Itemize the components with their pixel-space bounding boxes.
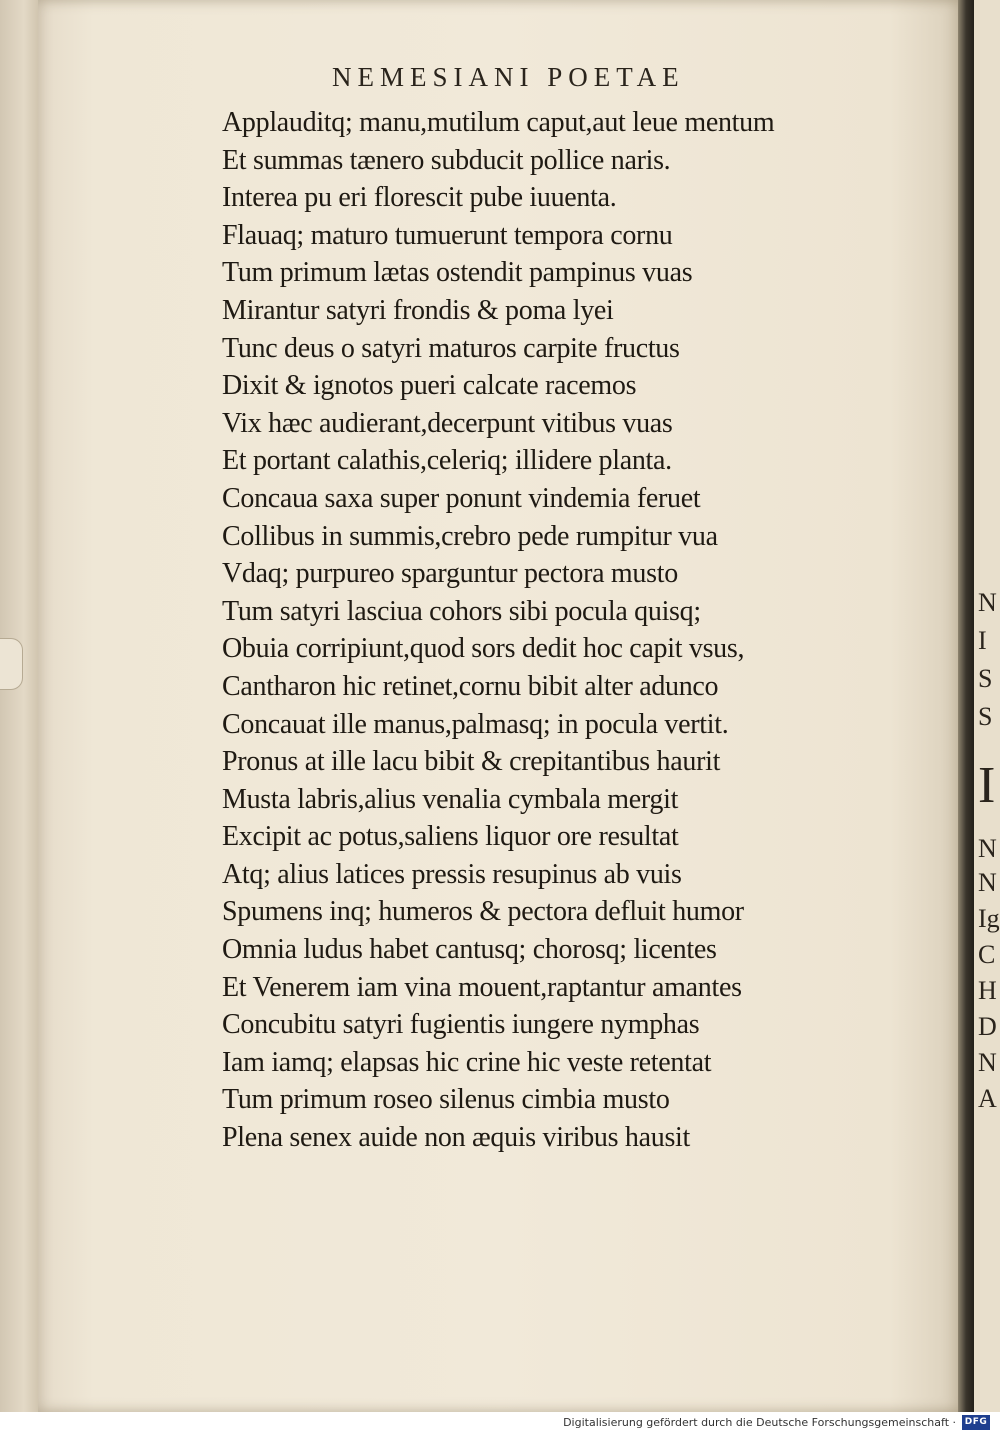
verse-line: Plena senex auide non æquis viribus hausit bbox=[222, 1122, 691, 1154]
verse-line: Iam iamq; elapsas hic crine hic veste retentat bbox=[222, 1046, 712, 1078]
footer-bar bbox=[0, 1412, 1000, 1435]
facing-fragment: D bbox=[978, 1012, 997, 1041]
verse-line: Applauditq; manu,mutilum caput,aut leue mentum bbox=[222, 107, 775, 138]
facing-fragment: N bbox=[978, 868, 997, 897]
verse-line: Flauaq; maturo tumuerunt tempora cornu bbox=[222, 219, 673, 251]
verse-line: Tum primum roseo silenus cimbia musto bbox=[222, 1084, 670, 1116]
verse-line: Dixit & ignotos pueri calcate racemos bbox=[222, 370, 637, 402]
dfg-logo[interactable]: DFG bbox=[962, 1415, 990, 1430]
left-page-edges bbox=[0, 0, 40, 1412]
bookmark-tab bbox=[0, 638, 23, 690]
verse-line: Tunc deus o satyri maturos carpite fructus bbox=[222, 332, 680, 364]
facing-fragment: N bbox=[978, 588, 997, 617]
verse-line: Pronus at ille lacu bibit & crepitantibus haurit bbox=[222, 746, 721, 778]
facing-fragment: A bbox=[978, 1084, 997, 1113]
verse-line: Et Venerem iam vina mouent,raptantur amantes bbox=[222, 971, 742, 1003]
verse-line: Collibus in summis,crebro pede rumpitur vua bbox=[222, 520, 718, 552]
facing-fragment: N bbox=[978, 1048, 997, 1077]
verse-line: Et summas tænero subducit pollice naris. bbox=[222, 144, 671, 176]
verse-list bbox=[222, 104, 774, 1157]
facing-fragment: I bbox=[978, 626, 987, 655]
verse-line: Spumens inq; humeros & pectora defluit humor bbox=[222, 896, 744, 928]
verse-line: Tum primum lætas ostendit pampinus vuas bbox=[222, 257, 693, 289]
running-head: NEMESIANI POETAE bbox=[332, 62, 685, 92]
verse-line: Et portant calathis,celeriq; illidere planta. bbox=[222, 445, 672, 477]
verse-line: Vdaq; purpureo sparguntur pectora musto bbox=[222, 558, 678, 590]
funding-credit: Digitalisierung gefördert durch die Deutsche Forschungsgemeinschaft · bbox=[563, 1416, 956, 1429]
verse-line: Mirantur satyri frondis & poma lyei bbox=[222, 294, 614, 326]
verse-line: Obuia corripiunt,quod sors dedit hoc capit vsus, bbox=[222, 633, 745, 665]
verse-line: Tum satyri lasciua cohors sibi pocula quisq; bbox=[222, 595, 701, 627]
facing-fragment: S bbox=[978, 664, 993, 693]
verse-line: Concubitu satyri fugientis iungere nymphas bbox=[222, 1009, 700, 1041]
facing-fragment: C bbox=[978, 940, 996, 969]
facing-fragment: H bbox=[978, 976, 997, 1005]
facing-fragment: I bbox=[978, 757, 996, 814]
facing-fragment: S bbox=[978, 702, 993, 731]
verse-line: Atq; alius latices pressis resupinus ab vuis bbox=[222, 858, 682, 890]
facing-page-edge bbox=[974, 0, 1000, 1412]
verse-line: Cantharon hic retinet,cornu bibit alter adunco bbox=[222, 670, 719, 702]
verse-line: Vix hæc audierant,decerpunt vitibus vuas bbox=[222, 407, 673, 439]
verse-line: Excipit ac potus,saliens liquor ore resultat bbox=[222, 821, 679, 853]
facing-fragment: N bbox=[978, 834, 997, 863]
verse-line: Concauat ille manus,palmasq; in pocula vertit. bbox=[222, 708, 729, 740]
verse-line: Interea pu eri florescit pube iuuenta. bbox=[222, 182, 617, 214]
facing-fragment: Ig bbox=[978, 904, 1000, 933]
verse-line: Omnia ludus habet cantusq; chorosq; licentes bbox=[222, 934, 717, 966]
verse-line: Concaua saxa super ponunt vindemia feruet bbox=[222, 482, 701, 514]
verse-line: Musta labris,alius venalia cymbala mergit bbox=[222, 783, 679, 815]
